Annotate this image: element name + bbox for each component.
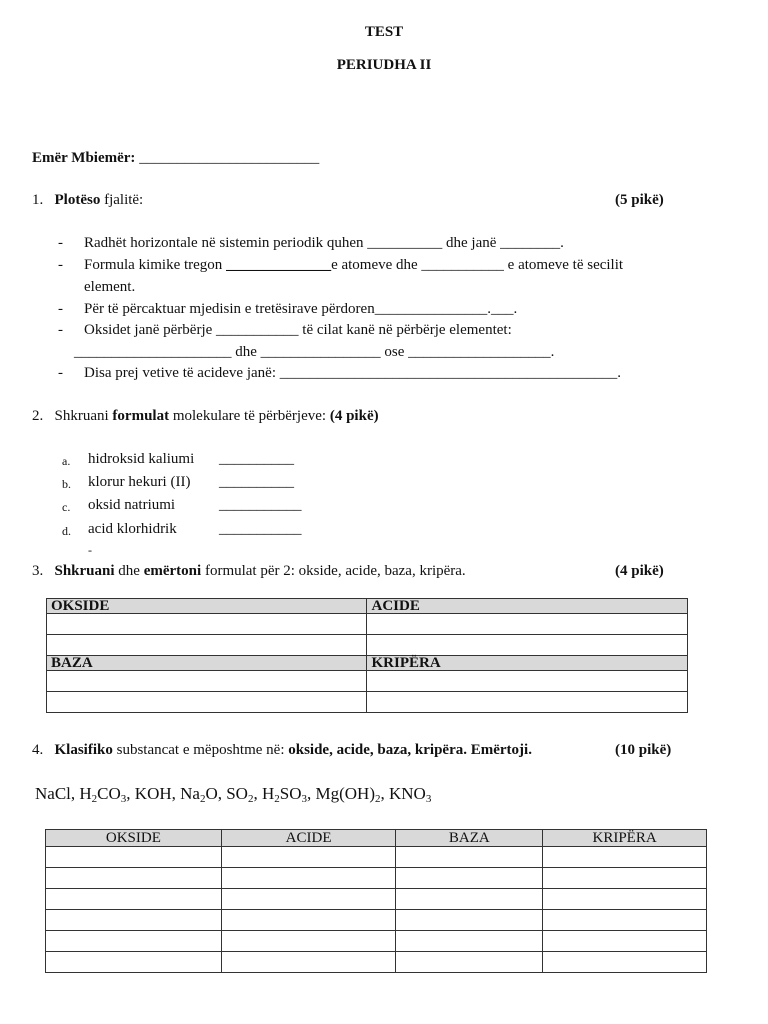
formula-subscript: 2 bbox=[274, 793, 280, 805]
q1-rest: fjalitë: bbox=[100, 192, 144, 208]
name-label: Emër Mbiemër: bbox=[32, 150, 136, 166]
q2-bold: formulat bbox=[112, 408, 170, 424]
formula-subscript: 3 bbox=[301, 793, 307, 805]
q4-formulas bbox=[35, 784, 431, 804]
q2-letter: a. bbox=[62, 454, 71, 468]
formula-part: O, SO bbox=[205, 784, 248, 803]
q3-points: (4 pikë) bbox=[615, 563, 664, 579]
header-baza: BAZA bbox=[396, 830, 543, 847]
formula-part: NaCl, H bbox=[35, 784, 92, 803]
formula-part: , H bbox=[253, 784, 275, 803]
table-cell[interactable] bbox=[46, 889, 222, 910]
q1-line-2-blank: ______________ bbox=[226, 257, 332, 273]
page-title: TEST bbox=[364, 24, 404, 40]
table-cell[interactable] bbox=[221, 889, 396, 910]
q1-verb: Plotëso bbox=[54, 192, 101, 208]
q2-heading bbox=[32, 408, 379, 425]
q2-item-a: hidroksid kaliumi bbox=[88, 451, 195, 467]
q1-points: (5 pikë) bbox=[615, 192, 664, 208]
q3-table bbox=[46, 598, 688, 713]
table-cell[interactable] bbox=[396, 952, 543, 973]
page-subtitle: PERIUDHA II bbox=[336, 57, 432, 73]
q2-pre: Shkruani bbox=[54, 408, 113, 424]
table-cell[interactable] bbox=[543, 931, 707, 952]
q1-line-4-cont: _____________________ dhe ________________ ose ___________________. bbox=[74, 344, 555, 360]
header-kripera: KRIPËRA bbox=[367, 656, 688, 671]
table-cell[interactable] bbox=[367, 692, 688, 713]
q2-letter: b. bbox=[62, 477, 71, 491]
q1-bullet: - bbox=[58, 365, 63, 381]
q3-bold-1: Shkruani bbox=[54, 563, 115, 579]
table-cell[interactable] bbox=[396, 931, 543, 952]
q1-bullet: - bbox=[58, 301, 63, 317]
header-acide: ACIDE bbox=[221, 830, 396, 847]
q2-item-b: klorur hekuri (II) bbox=[88, 474, 191, 490]
table-row bbox=[46, 868, 707, 889]
header-okside: OKSIDE bbox=[46, 830, 222, 847]
table-cell[interactable] bbox=[221, 910, 396, 931]
table-cell[interactable] bbox=[543, 889, 707, 910]
q1-line-3: Për të përcaktuar mjedisin e tretësirave përdoren_______________.___. bbox=[84, 301, 518, 317]
formula-subscript: 2 bbox=[247, 793, 254, 805]
table-row bbox=[46, 931, 707, 952]
table-cell[interactable] bbox=[396, 868, 543, 889]
table-cell[interactable] bbox=[47, 635, 367, 656]
header-okside: OKSIDE bbox=[47, 599, 367, 614]
q3-heading bbox=[32, 563, 466, 580]
q3-bold-2: emërtoni bbox=[143, 563, 202, 579]
q1-bullet: - bbox=[58, 322, 63, 338]
formula-part: , Mg(OH) bbox=[306, 784, 375, 803]
table-cell[interactable] bbox=[221, 868, 396, 889]
table-cell[interactable] bbox=[221, 931, 396, 952]
q1-line-2-a: Formula kimike tregon bbox=[84, 257, 223, 273]
table-row bbox=[47, 671, 688, 692]
q4-points: (10 pikë) bbox=[615, 742, 672, 758]
q1-line-4: Oksidet janë përbërje ___________ të cilat kanë në përbërje elementet: bbox=[84, 322, 512, 338]
table-cell[interactable] bbox=[367, 671, 688, 692]
name-blank: ________________________ bbox=[139, 150, 320, 166]
q2-blank-d: ___________ bbox=[219, 521, 302, 537]
formula-part: SO bbox=[279, 784, 302, 803]
q1-heading bbox=[32, 192, 143, 209]
formula-part: , KNO bbox=[380, 784, 426, 803]
q1-line-1: Radhët horizontale në sistemin periodik quhen __________ dhe janë ________. bbox=[84, 235, 564, 251]
table-cell[interactable] bbox=[46, 931, 222, 952]
header-baza: BAZA bbox=[47, 656, 367, 671]
formula-subscript: 2 bbox=[91, 793, 98, 805]
table-cell[interactable] bbox=[396, 910, 543, 931]
q4-number: 4. bbox=[32, 742, 44, 758]
q1-line-5: Disa prej vetive të acideve janë: _____________________________________________. bbox=[84, 365, 621, 381]
q2-blank-a: __________ bbox=[219, 451, 294, 467]
q1-bullet: - bbox=[58, 235, 63, 251]
table-row bbox=[46, 889, 707, 910]
table-row bbox=[47, 614, 688, 635]
q2-blank-c: ___________ bbox=[219, 497, 302, 513]
q4-bold-2: okside, acide, baza, kripëra. Emërtoji. bbox=[288, 742, 532, 758]
table-cell[interactable] bbox=[543, 847, 707, 868]
table-cell[interactable] bbox=[221, 952, 396, 973]
table-cell[interactable] bbox=[396, 889, 543, 910]
q3-text-1: dhe bbox=[114, 563, 144, 579]
table-row bbox=[47, 692, 688, 713]
q2-letter: c. bbox=[62, 500, 71, 514]
table-cell[interactable] bbox=[367, 614, 688, 635]
formula-subscript: 3 bbox=[425, 793, 432, 805]
formula-part: , KOH, Na bbox=[126, 784, 200, 803]
q1-line-2-cont: element. bbox=[84, 279, 136, 295]
formula-subscript: 3 bbox=[120, 793, 127, 805]
q2-item-c: oksid natriumi bbox=[88, 497, 176, 513]
table-cell[interactable] bbox=[221, 847, 396, 868]
q1-line-2-b: e atomeve dhe ___________ e atomeve të secilit bbox=[331, 257, 624, 273]
table-cell[interactable] bbox=[46, 910, 222, 931]
q2-post: molekulare të përbërjeve: bbox=[169, 408, 330, 424]
header-kripera: KRIPËRA bbox=[543, 830, 707, 847]
q2-blank-b: __________ bbox=[219, 474, 294, 490]
table-cell[interactable] bbox=[46, 868, 222, 889]
q2-letter: d. bbox=[62, 524, 71, 538]
table-row bbox=[46, 847, 707, 868]
q4-text-1: substancat e mëposhtme në: bbox=[112, 742, 289, 758]
q2-number: 2. bbox=[32, 408, 44, 424]
table-row bbox=[46, 952, 707, 973]
table-cell[interactable] bbox=[47, 692, 367, 713]
table-cell[interactable] bbox=[396, 847, 543, 868]
table-cell[interactable] bbox=[543, 952, 707, 973]
q2-item-d: acid klorhidrik bbox=[88, 521, 177, 537]
table-cell[interactable] bbox=[47, 671, 367, 692]
name-field[interactable] bbox=[32, 150, 319, 167]
stray-dash: - bbox=[88, 543, 92, 557]
table-cell[interactable] bbox=[543, 868, 707, 889]
formula-subscript: 2 bbox=[199, 793, 206, 805]
q4-bold-1: Klasifiko bbox=[54, 742, 113, 758]
table-cell[interactable] bbox=[46, 847, 222, 868]
table-row bbox=[46, 910, 707, 931]
table-cell[interactable] bbox=[367, 635, 688, 656]
formula-part: CO bbox=[97, 784, 121, 803]
q2-points: (4 pikë) bbox=[329, 408, 379, 424]
q1-bullet: - bbox=[58, 257, 63, 273]
q3-text-2: formulat për 2: okside, acide, baza, kripëra. bbox=[201, 563, 466, 579]
q1-line-2 bbox=[84, 257, 623, 274]
table-header-row bbox=[47, 656, 688, 671]
q3-number: 3. bbox=[32, 563, 44, 579]
table-cell[interactable] bbox=[46, 952, 222, 973]
formula-subscript: 2 bbox=[374, 793, 381, 805]
table-cell[interactable] bbox=[543, 910, 707, 931]
table-row bbox=[47, 635, 688, 656]
table-header-row bbox=[47, 599, 688, 614]
q1-number: 1. bbox=[32, 192, 44, 208]
table-header-row bbox=[46, 830, 707, 847]
table-cell[interactable] bbox=[47, 614, 367, 635]
q4-table bbox=[45, 829, 707, 973]
q4-heading bbox=[32, 742, 532, 759]
header-acide: ACIDE bbox=[367, 599, 688, 614]
